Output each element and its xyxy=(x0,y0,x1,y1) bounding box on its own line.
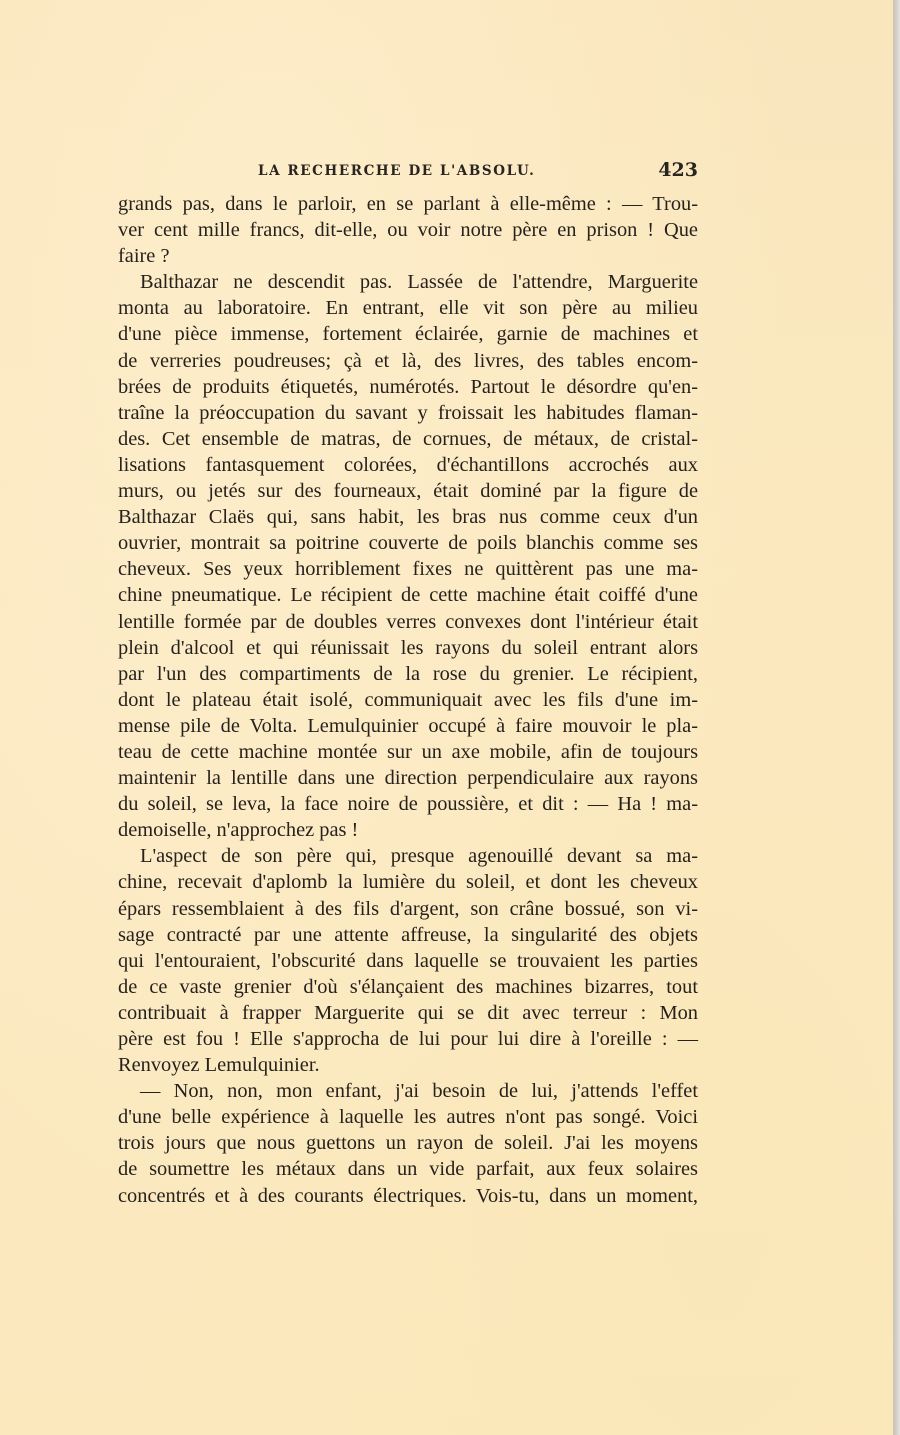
text-line: traîne la préoccupation du savant y froissait les habitudes flaman- xyxy=(118,401,698,424)
text-line: L'aspect de son père qui, presque agenouillé devant sa ma- xyxy=(140,845,698,868)
text-line: d'une pièce immense, fortement éclairée, garnie de machines et xyxy=(118,323,698,346)
text-line: faire ? xyxy=(118,245,170,268)
text-line: plein d'alcool et qui réunissait les rayons du soleil entrant alors xyxy=(118,636,698,659)
text-line: de soumettre les métaux dans un vide parfait, aux feux solaires xyxy=(118,1158,698,1181)
text-line: père est fou ! Elle s'approcha de lui pour lui dire à l'oreille : — xyxy=(118,1028,698,1050)
paragraph xyxy=(118,1078,698,1208)
text-line: ouvrier, montrait sa poitrine couverte de poils blanchis comme ses xyxy=(118,532,698,555)
text-line: mense pile de Volta. Lemulquinier occupé à faire mouvoir le pla- xyxy=(118,714,698,737)
text-line: ver cent mille francs, dit-elle, ou voir notre père en prison ! Que xyxy=(118,219,698,242)
text-line: maintenir la lentille dans une direction perpendiculaire aux rayons xyxy=(118,767,698,790)
text-line: grands pas, dans le parloir, en se parlant à elle-même : — Trou- xyxy=(118,193,698,215)
text-line: trois jours que nous guettons un rayon de soleil. J'ai les moyens xyxy=(118,1132,698,1155)
text-line: cheveux. Ses yeux horriblement fixes ne quittèrent pas une ma- xyxy=(118,558,698,581)
page-number: 423 xyxy=(658,159,698,181)
text-line: murs, ou jetés sur des fourneaux, était dominé par la figure de xyxy=(118,480,698,503)
text-line: Renvoyez Lemulquinier. xyxy=(118,1054,320,1077)
text-line: dont le plateau était isolé, communiquait avec les fils d'une im- xyxy=(118,688,698,711)
text-line: monta au laboratoire. En entrant, elle vit son père au milieu xyxy=(118,297,698,320)
text-line: épars ressemblaient à des fils d'argent, son crâne bossué, son vi- xyxy=(118,897,698,920)
text-line: du soleil, se leva, la face noire de poussière, et dit : — Ha ! ma- xyxy=(118,793,698,816)
text-line: chine, recevait d'aplomb la lumière du soleil, et dont les cheveux xyxy=(118,871,698,894)
text-line: lisations fantasquement colorées, d'échantillons accrochés aux xyxy=(118,453,698,476)
text-line: Balthazar ne descendit pas. Lassée de l'attendre, Marguerite xyxy=(140,271,698,294)
text-line: de verreries poudreuses; çà et là, des livres, des tables encom- xyxy=(118,349,698,372)
page-edge xyxy=(893,0,900,1435)
text-line: Balthazar Claës qui, sans habit, les bras nus comme ceux d'un xyxy=(118,506,698,529)
text-line: — Non, non, mon enfant, j'ai besoin de lui, j'attends l'effet xyxy=(140,1080,698,1103)
text-line: concentrés et à des courants électriques. Vois-tu, dans un moment, xyxy=(118,1184,698,1207)
text-line: par l'un des compartiments de la rose du grenier. Le récipient, xyxy=(118,662,698,685)
text-line: demoiselle, n'approchez pas ! xyxy=(118,819,359,842)
text-line: de ce vaste grenier d'où s'élançaient des machines bizarres, tout xyxy=(118,975,698,998)
paragraph xyxy=(118,843,698,1078)
text-line: qui l'entouraient, l'obscurité dans laquelle se trouvaient les parties xyxy=(118,949,698,972)
text-line: des. Cet ensemble de matras, de cornues, de métaux, de cristal- xyxy=(118,427,698,450)
text-line: sage contracté par une attente affreuse, la singularité des objets xyxy=(118,923,698,946)
text-line: d'une belle expérience à laquelle les autres n'ont pas songé. Voici xyxy=(118,1106,698,1129)
running-header xyxy=(118,158,698,184)
body-text xyxy=(118,191,698,1209)
running-title: LA RECHERCHE DE L'ABSOLU. xyxy=(258,163,536,179)
paragraph xyxy=(118,269,698,843)
text-line: lentille formée par de doubles verres convexes dont l'intérieur était xyxy=(118,610,698,633)
text-line: chine pneumatique. Le récipient de cette machine était coiffé d'une xyxy=(118,584,698,607)
text-line: teau de cette machine montée sur un axe mobile, afin de toujours xyxy=(118,740,698,763)
text-line: contribuait à frapper Marguerite qui se dit avec terreur : Mon xyxy=(118,1001,698,1024)
text-line: brées de produits étiquetés, numérotés. Partout le désordre qu'en- xyxy=(118,375,698,398)
paragraph xyxy=(118,191,698,269)
